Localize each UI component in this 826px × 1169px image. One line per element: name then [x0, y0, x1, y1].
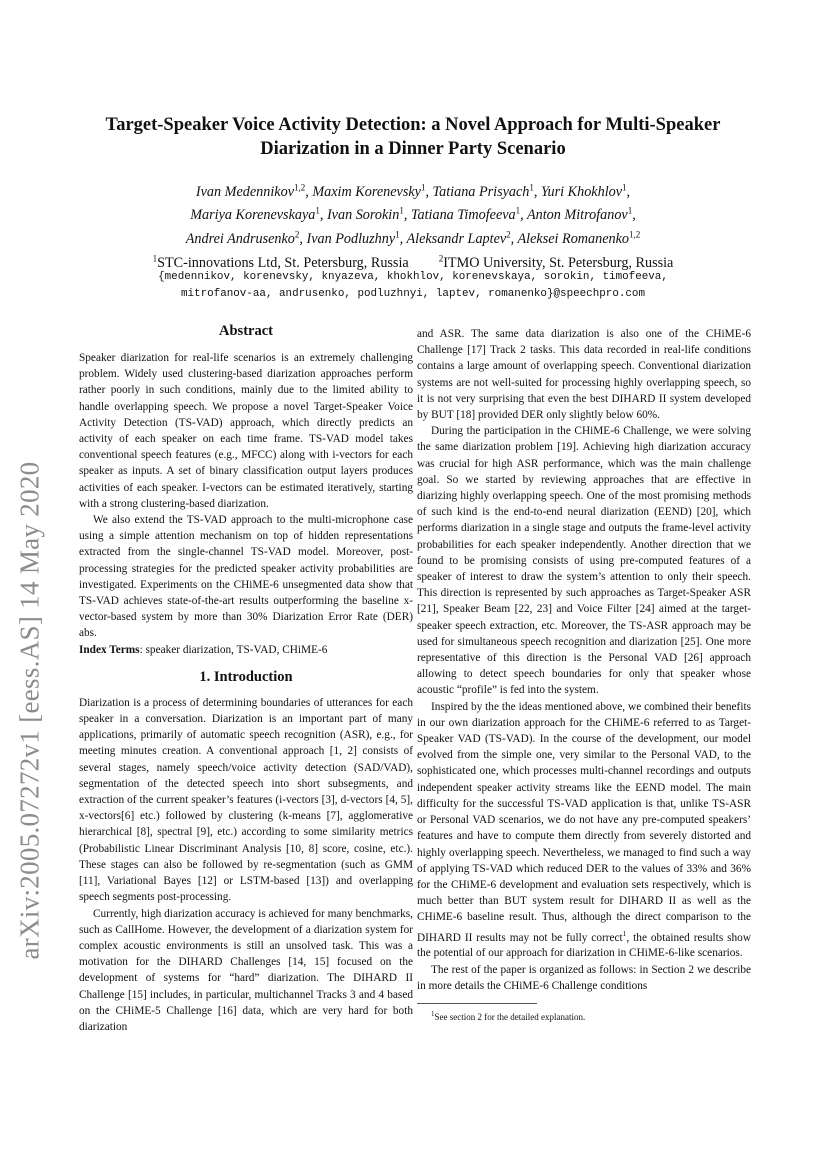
footnote-rule	[417, 1003, 537, 1004]
affiliation: $^2$ITMO University, St. Petersburg, Russia	[438, 253, 674, 271]
author: Anton Mitrofanov$^1$,	[526, 205, 636, 224]
affiliation: $^1$STC-innovations Ltd, St. Petersburg, Russia	[152, 253, 409, 271]
author: Aleksei Romanenko$^{1,2}$	[517, 229, 641, 248]
paper-title: Target-Speaker Voice Activity Detection: a Novel Approach for Multi-Speaker Diarization in a Dinner Party Scenario	[105, 115, 721, 159]
body-paragraph: The rest of the paper is organized as follows: in Section 2 we describe in more details the CHiME-6 Challenge conditions	[417, 963, 751, 992]
author: Tatiana Timofeeva$^1$,	[410, 205, 527, 224]
author-line-3	[80, 225, 746, 249]
author-list	[80, 178, 746, 249]
body-paragraph: and ASR. The same data diarization is also one of the CHiME-6 Challenge [17] Track 2 tasks. This data recorded in real-life conditions contains a large amount of overlapping speech. Conventional diarization systems are not well-suited for processing highly overlapping speech, so it is not very surprising that even the best DIHARD II system developed by BUT [18] provided DER only slightly below 60%.	[417, 328, 751, 422]
index-terms-label: Index Terms	[79, 643, 140, 656]
index-terms	[79, 642, 413, 658]
body-paragraph: Currently, high diarization accuracy is achieved for many benchmarks, such as CallHome. However, the development of a diarization system for complex acoustic environments is still an unsolved task. This was a motivation for the DIHARD Challenges [14, 15] focused on the development of systems for “hard” diarization. The DIHARD II Challenge [15] includes, in particular, multichannel Tracks 3 and 4 based on the CHiME-5 Challenge [16] data, which are very hard for both diarization	[79, 907, 413, 1033]
author: Andrei Andrusenko$^2$,	[185, 229, 307, 248]
right-column	[417, 326, 751, 1023]
author: Aleksandr Laptev$^2$,	[406, 229, 518, 248]
email-line: mitrofanov-aa, andrusenko, podluzhnyi, laptev, romanenko}@speechpro.com	[180, 288, 646, 300]
author: Ivan Podluzhny$^1$,	[306, 229, 407, 248]
body-paragraph: Diarization is a process of determining boundaries of utterances for each speaker in a conversation. Diarization is an important part of many applications, primarily of automatic speech recognition (ASR), e.g., for meeting minutes creation. A conventional approach [1, 2] consists of several stages, namely speech/voice activity detection (SAD/VAD), segmentation of the detected speech into short subsegments, and extraction of the current speaker’s features (i-vectors [3], d-vectors [4, 5], x-vectors[6] etc.) followed by clustering (k-means [7], agglomerative hierarchical [8], spectral [9], etc.) according to some similarity metrics (Probabilistic Linear Discriminant Analysis [10, 8] score, cosine, etc.). These stages can also be followed by re-segmentation (such as GMM [11], Variational Bayes [12] or LSTM-based [13]) and overlapping speech segments post-processing.	[79, 696, 413, 904]
author-emails	[80, 269, 746, 303]
author: Ivan Medennikov$^{1,2}$,	[195, 182, 313, 200]
index-terms-text: : speaker diarization, TS-VAD, CHiME-6	[139, 643, 328, 656]
arxiv-watermark	[10, 320, 50, 1100]
author-line-1	[80, 178, 746, 202]
body-paragraph: Inspired by the the ideas mentioned above, we combined their benefits in our own diarization approach for the CHiME-6 referred to as Target-Speaker VAD (TS-VAD). In the course of the development, our model evolved from the simple one, very similar to the Personal VAD, to the sophisticated one, which processes multi-channel recordings and outputs independent speaker activity streams like the EEND model. The main difficulty for the successful TS-VAD application is that, unlike TS-ASR or Personal VAD scenarios, we do not have any pre-computed speakers’ features and have to compute them directly from severely distorted and highly overlapping speech. Nevertheless, we managed to find such a way of applying TS-VAD which reduced DER to the values of 33% and 36% for the CHiME-6 development and evaluation sets respectively, which is much better than BUT system result for DIHARD II as well as the CHiME-6 baseline result. Thus, although the direct comparison to the DIHARD II results may not be fully correct$^1$, the obtained results show the potential of our approach for diarization in CHiME-6-like scenarios.	[417, 700, 751, 960]
author-line-2	[80, 202, 746, 226]
arxiv-id: arXiv:2005.07272v1 [eess.AS] 14 May 2020	[14, 461, 45, 959]
left-column	[79, 322, 413, 1035]
author: Yuri Khokhlov$^1$,	[540, 182, 631, 200]
abstract-paragraph: Speaker diarization for real-life scenarios is an extremely challenging problem. Widely used clustering-based diarization approaches perform rather poorly in such conditions, mainly due to the limited ability to handle overlapping speech. We propose a novel Target-Speaker Voice Activity Detection (TS-VAD) approach, which directly predicts an activity of each speaker on each time frame. TS-VAD model takes conventional speech features (e.g., MFCC) along with i-vectors for each speaker as inputs. A set of binary classification output layers produces activities of each speaker. I-vectors can be estimated iteratively, starting with a strong clustering-based diarization.	[79, 352, 413, 510]
abstract-paragraph: We also extend the TS-VAD approach to the multi-microphone case using a simple attention mechanism on top of hidden representations extracted from the single-channel TS-VAD model. Moreover, post-processing strategies for the predicted speaker activity probabilities are investigated. Experiments on the CHiME-6 unsegmented data show that TS-VAD achieves state-of-the-art results outperforming the baseline x-vector-based system by more than 30% Diarization Error Rate (DER) abs.	[79, 514, 413, 640]
section-heading-introduction: 1. Introduction	[199, 668, 293, 685]
footnote-marker: 1	[622, 928, 627, 938]
email-line: {medennikov, korenevsky, knyazeva, khokhlov, korenevskaya, sorokin, timofeeva,	[158, 271, 668, 283]
abstract-heading: Abstract	[219, 323, 273, 339]
author: Tatiana Prisyach$^1$,	[432, 182, 541, 200]
author: Mariya Korenevskaya$^1$,	[190, 205, 327, 224]
author: Ivan Sorokin$^1$,	[326, 205, 411, 224]
author: Maxim Korenevsky$^1$,	[312, 182, 433, 200]
body-paragraph: During the participation in the CHiME-6 Challenge, we were solving the same diarization problem [19]. Achieving high diarization accuracy was crucial for high ASR performance, which was the main challenge goal. So we started by reviewing approaches that are effective in diarizing highly overlapping speech. One of the most promising methods of such kind is the end-to-end neural diarization (EEND) [20], which performs diarization in a single stage and outputs the frame-level activity probabilities for each speaker independently. Another direction that we found to be promising consists of using pre-computed features of a speaker of interest to draw the system’s attention to only their speech. This direction is represented by such approaches as Target-Speaker ASR [21], Speaker Beam [22, 23] and Voice Filter [24] aimed at the target-speaker speech extraction, etc. Moreover, the TS-ASR approach may be used for simultaneous speech recognition and diarization [25]. One more representative of this direction is the Personal VAD [26] approach allowing to detect speech boundaries for only that speaker whose acoustic “profile” is fed into the system.	[417, 425, 751, 697]
footnote: $^1$See section 2 for the detailed explanation.	[431, 1010, 586, 1023]
